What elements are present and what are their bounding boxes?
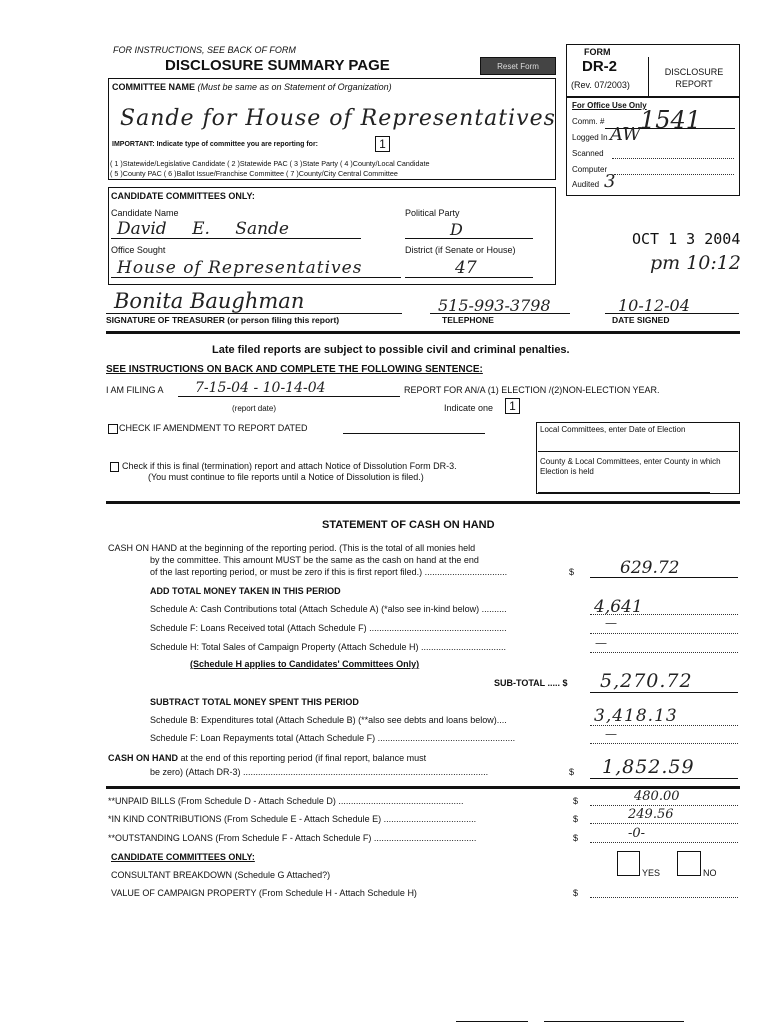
- schedule-h-line: [590, 652, 738, 653]
- unpaid-bills-line: [590, 805, 738, 806]
- office-use-title: For Office Use Only: [572, 101, 647, 110]
- local-election-label: Local Committees, enter Date of Election: [540, 425, 686, 434]
- office-sought-value[interactable]: House of Representatives: [117, 258, 363, 278]
- candidate-name-line: [111, 238, 361, 239]
- instructions-note: FOR INSTRUCTIONS, SEE BACK OF FORM: [113, 45, 296, 55]
- party-line: [405, 238, 533, 239]
- candidate-name-value[interactable]: David E. Sande: [117, 219, 289, 239]
- date-signed-label: DATE SIGNED: [612, 315, 670, 325]
- schedule-h-value[interactable]: —: [595, 636, 607, 650]
- received-stamp-date: OCT 1 3 2004: [632, 230, 741, 248]
- cash-beginning-label-2: by the committee. This amount MUST be the same as the cash on hand at the end: [150, 555, 479, 565]
- scan-edge-line-2: [544, 1021, 684, 1022]
- section-divider: [106, 331, 740, 334]
- treasurer-signature[interactable]: Bonita Baughman: [114, 289, 305, 313]
- office-sought-label: Office Sought: [111, 245, 166, 255]
- district-line: [405, 277, 533, 278]
- audited-label: Audited: [572, 180, 600, 189]
- computer-line: [614, 174, 734, 175]
- filing-suffix: REPORT FOR AN/A (1) ELECTION /(2)NON-ELECTION YEAR.: [404, 385, 660, 395]
- date-signed-line: [605, 313, 739, 314]
- indicate-one-label: Indicate one: [444, 403, 494, 413]
- consultant-no-box[interactable]: [677, 851, 701, 876]
- outstanding-loans-label: **OUTSTANDING LOANS (From Schedule F - Attach Schedule F) .........................................: [108, 833, 477, 843]
- telephone-label: TELEPHONE: [442, 315, 494, 325]
- scan-edge-line-1: [456, 1021, 528, 1022]
- committee-types-line2: ( 5 )County PAC ( 6 )Ballot Issue/Franchise Committee ( 7 )County/City Central Committee: [110, 169, 398, 178]
- final-report-note: (You must continue to file reports until a Notice of Dissolution is filed.): [148, 472, 424, 482]
- form-code: DR-2: [582, 58, 618, 75]
- computer-label: Computer: [572, 165, 608, 174]
- form-box-divider: [648, 57, 649, 97]
- cash-beginning-value[interactable]: 629.72: [620, 558, 680, 578]
- cash-end-value[interactable]: 1,852.59: [602, 756, 695, 778]
- dollar-sign-end: $: [569, 767, 575, 777]
- candidate-name-label: Candidate Name: [111, 208, 179, 218]
- campaign-property-line: [590, 897, 738, 898]
- dollar-sign: $: [569, 567, 575, 577]
- signature-line: [106, 313, 402, 314]
- consultant-label: CONSULTANT BREAKDOWN (Schedule G Attached?): [111, 870, 331, 880]
- dollar-sign-property: $: [573, 888, 579, 898]
- schedule-a-line: [590, 614, 738, 615]
- consultant-yes-box[interactable]: [617, 851, 640, 876]
- schedule-f-label: Schedule F: Loans Received total (Attach Schedule F) .......................................................: [150, 623, 507, 633]
- cash-section-title: STATEMENT OF CASH ON HAND: [322, 519, 495, 531]
- outstanding-loans-value[interactable]: -0-: [628, 826, 646, 841]
- cash-end-line: [590, 778, 738, 779]
- schedule-f2-value[interactable]: —: [605, 727, 617, 741]
- schedule-b-value[interactable]: 3,418.13: [594, 706, 678, 726]
- report-date-label: (report date): [232, 404, 277, 413]
- form-revision: (Rev. 07/2003): [571, 80, 630, 90]
- logged-label: Logged In: [572, 133, 608, 142]
- committee-name-heading: [112, 82, 392, 92]
- cash-beginning-label-1: CASH ON HAND at the beginning of the reporting period. (This is the total of all monies held: [108, 543, 476, 553]
- cash-end-label-1: CASH ON HAND at the end of this reporting period (if final report, balance must: [108, 753, 427, 763]
- amendment-date-line: [343, 433, 485, 434]
- schedule-f-value[interactable]: —: [605, 616, 617, 630]
- cash-end-label-1-text: at the end of this reporting period (if final report, balance must: [180, 753, 427, 763]
- county-label: County & Local Committees, enter County in which Election is held: [540, 457, 721, 476]
- scanned-label: Scanned: [572, 149, 604, 158]
- cash-divider: [106, 501, 740, 504]
- in-kind-label: *IN KIND CONTRIBUTIONS (From Schedule E - Attach Schedule E) .....................................: [108, 814, 477, 824]
- consultant-yes-label: YES: [642, 868, 661, 878]
- unpaid-bills-label: **UNPAID BILLS (From Schedule D - Attach Schedule D) ..................................................: [108, 796, 464, 806]
- add-money-title: ADD TOTAL MONEY TAKEN IN THIS PERIOD: [150, 586, 341, 596]
- filing-instruction: SEE INSTRUCTIONS ON BACK AND COMPLETE THE FOLLOWING SENTENCE:: [106, 364, 483, 375]
- report-dates-line: [178, 396, 400, 397]
- subtract-money-title: SUBTRACT TOTAL MONEY SPENT THIS PERIOD: [150, 697, 359, 707]
- district-label: District (if Senate or House): [405, 245, 516, 255]
- audited-initials: 3: [604, 171, 616, 192]
- committee-types-line1: ( 1 )Statewide/Legislative Candidate ( 2 )Statewide PAC ( 3 )State Party ( 4 )County/Local Candidate: [110, 159, 430, 168]
- logged-initials: AW: [610, 124, 641, 145]
- schedule-h-note: (Schedule H applies to Candidates' Committees Only): [190, 659, 420, 669]
- dollar-sign-unpaid: $: [573, 796, 579, 806]
- subtotal-value[interactable]: 5,270.72: [600, 670, 693, 692]
- final-report-label: Check if this is final (termination) report and attach Notice of Dissolution Form DR-3.: [122, 461, 457, 471]
- office-sought-line: [111, 277, 401, 278]
- outstanding-loans-line: [590, 842, 738, 843]
- in-kind-value[interactable]: 249.56: [628, 807, 674, 822]
- cash-beginning-line: [590, 577, 738, 578]
- committee-type-box[interactable]: 1: [375, 136, 390, 152]
- party-value[interactable]: D: [450, 220, 463, 239]
- local-election-line: [538, 451, 738, 452]
- schedule-f-line: [590, 633, 738, 634]
- signature-label: SIGNATURE OF TREASURER (or person filing this report): [106, 315, 340, 325]
- schedule-b-label: Schedule B: Expenditures total (Attach Schedule B) (**also see debts and loans below)....: [150, 715, 507, 725]
- subtotal-line: [590, 692, 738, 693]
- amendment-checkbox[interactable]: [108, 424, 118, 434]
- telephone-value[interactable]: 515-993-3798: [438, 296, 551, 315]
- filing-prefix: I AM FILING A: [106, 385, 164, 395]
- campaign-property-label: VALUE OF CAMPAIGN PROPERTY (From Schedule H - Attach Schedule H): [111, 888, 417, 898]
- penalty-warning: Late filed reports are subject to possible civil and criminal penalties.: [212, 344, 570, 356]
- date-signed-value[interactable]: 10-12-04: [618, 296, 690, 315]
- county-line: [538, 492, 710, 493]
- committee-type-label: IMPORTANT: Indicate type of committee you are reporting for:: [112, 141, 319, 148]
- cash-end-label-2: be zero) (Attach DR-3) ..................................................................................................: [150, 767, 489, 777]
- amendment-label: CHECK IF AMENDMENT TO REPORT DATED: [119, 423, 308, 433]
- candidate-section-title: CANDIDATE COMMITTEES ONLY:: [111, 191, 255, 201]
- schedule-a-label: Schedule A: Cash Contributions total (Attach Schedule A) (*also see in-kind below) ..........: [150, 604, 507, 614]
- consultant-no-label: NO: [703, 868, 717, 878]
- schedule-a-value[interactable]: 4,641: [594, 597, 643, 617]
- committee-name-value[interactable]: Sande for House of Representatives: [120, 106, 556, 131]
- committee-name-label: COMMITTEE NAME: [112, 82, 195, 92]
- comm-number: 1541: [640, 106, 702, 134]
- election-type-box[interactable]: 1: [505, 398, 520, 414]
- page-title: DISCLOSURE SUMMARY PAGE: [165, 57, 390, 74]
- form-label: FORM: [584, 47, 611, 57]
- schedule-h-label: Schedule H: Total Sales of Campaign Property (Attach Schedule H) ..................................: [150, 642, 506, 652]
- schedule-f2-label: Schedule F: Loan Repayments total (Attach Schedule F) .......................................................: [150, 733, 516, 743]
- subtotal-label: SUB-TOTAL ..... $: [494, 678, 568, 688]
- report-dates-value[interactable]: 7-15-04 - 10-14-04: [195, 380, 326, 396]
- final-report-checkbox[interactable]: [110, 462, 119, 472]
- party-label: Political Party: [405, 208, 460, 218]
- candidate-only-title: CANDIDATE COMMITTEES ONLY:: [111, 852, 255, 862]
- district-value[interactable]: 47: [455, 258, 477, 278]
- schedule-f2-line: [590, 743, 738, 744]
- comm-label: Comm. #: [572, 117, 605, 126]
- schedule-b-line: [590, 725, 738, 726]
- report-type: DISCLOSURE REPORT: [664, 67, 724, 89]
- reset-form-button[interactable]: Reset Form: [480, 57, 556, 75]
- cash-beginning-label-3: of the last reporting period, or must be zero if this is first report filed.) .................................: [150, 567, 508, 577]
- received-stamp-time: pm 10:12: [650, 252, 741, 274]
- scanned-line: [612, 158, 734, 159]
- telephone-line: [430, 313, 570, 314]
- committee-name-note: (Must be same as on Statement of Organization): [197, 82, 392, 92]
- unpaid-bills-value[interactable]: 480.00: [634, 789, 680, 804]
- in-kind-line: [590, 823, 738, 824]
- dollar-sign-loans: $: [573, 833, 579, 843]
- dollar-sign-inkind: $: [573, 814, 579, 824]
